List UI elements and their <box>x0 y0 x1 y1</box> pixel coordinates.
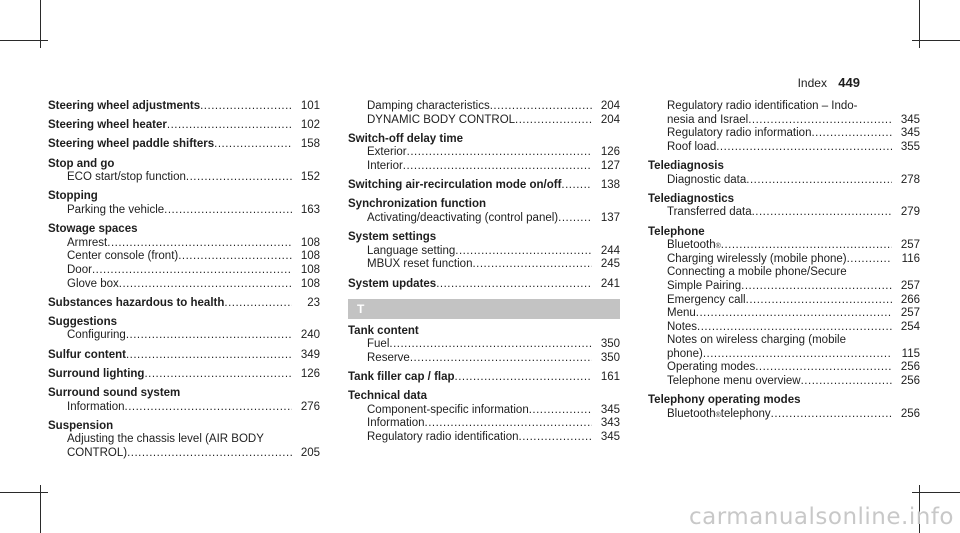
page-ref: 127 <box>600 159 620 172</box>
index-heading <box>48 138 320 152</box>
page-ref: 345 <box>600 403 620 416</box>
entry-text: Roof load <box>667 140 717 153</box>
dot-leader <box>200 100 292 114</box>
entry-text: Suspension <box>48 419 114 432</box>
page-ref: 137 <box>600 211 620 224</box>
index-subentry <box>348 352 620 366</box>
index-column-2 <box>348 100 620 445</box>
entry-text: Sulfur content <box>48 348 126 361</box>
dot-leader <box>410 352 592 366</box>
dot-leader <box>455 245 592 259</box>
dot-leader <box>403 160 592 174</box>
page-ref: 257 <box>900 307 920 320</box>
dot-leader <box>425 417 592 431</box>
dot-leader <box>455 371 592 385</box>
index-subentry <box>648 307 920 321</box>
entry-row <box>367 417 620 431</box>
entry-text: Notes <box>667 320 698 333</box>
dot-leader <box>224 297 292 311</box>
page-ref: 108 <box>300 277 320 290</box>
dot-leader <box>519 431 592 445</box>
entry-text: Telediagnostics <box>648 192 735 205</box>
entry-row <box>667 307 920 321</box>
dot-leader <box>748 114 892 128</box>
entry-text: Telephone <box>648 225 705 238</box>
entry-text: Regulatory radio information <box>667 127 812 140</box>
page-ref: 256 <box>900 375 920 388</box>
crop-mark <box>0 40 48 41</box>
page-ref: 108 <box>300 236 320 249</box>
entry-text: Stopping <box>48 190 98 203</box>
entry-row: Bluetooth ® ..... 257 <box>667 239 920 253</box>
entry-row <box>348 198 620 212</box>
dot-leader <box>144 368 292 382</box>
entry-text: Switch-off delay time <box>348 132 464 145</box>
page-ref: 126 <box>600 146 620 159</box>
entry-text: Fuel <box>367 338 390 351</box>
page-ref: 108 <box>300 250 320 263</box>
entry-row <box>48 349 320 363</box>
index-subentry <box>648 266 920 293</box>
page-ref: 350 <box>600 338 620 351</box>
entry-text-after: telephony <box>720 407 771 420</box>
dot-leader <box>167 119 292 133</box>
entry-text: Language setting <box>367 244 456 257</box>
entry-text: Information <box>67 400 125 413</box>
entry-text: Damping characteristics <box>367 100 490 112</box>
entry-text: Glove box <box>67 277 119 290</box>
entry-text: Synchronization function <box>348 198 486 211</box>
page-ref: 349 <box>300 348 320 361</box>
index-subentry <box>648 100 920 127</box>
page-ref: 163 <box>300 203 320 216</box>
page-ref: 350 <box>600 351 620 364</box>
entry-text-line: Notes on wireless charging (mobile <box>667 334 846 347</box>
entry-row <box>367 146 620 160</box>
page-ref: 101 <box>300 100 320 112</box>
entry-row <box>67 250 320 264</box>
entry-text: MBUX reset function <box>367 258 473 271</box>
page-ref: 161 <box>600 371 620 384</box>
entry-text: System settings <box>348 231 437 244</box>
page-ref: 102 <box>300 119 320 132</box>
entry-text: Technical data <box>348 390 428 403</box>
page-number: 449 <box>838 75 860 90</box>
page-ref: 23 <box>307 296 320 309</box>
entry-row <box>67 329 320 343</box>
entry-row <box>48 368 320 382</box>
index-heading <box>48 316 320 330</box>
dot-leader <box>696 307 892 321</box>
entry-row <box>67 401 320 415</box>
page-ref: 204 <box>600 100 620 112</box>
dot-leader <box>771 408 892 422</box>
index-heading <box>48 100 320 114</box>
index-subentry <box>348 245 620 259</box>
entry-row <box>348 390 620 404</box>
entry-text: Substances hazardous to health <box>48 296 225 309</box>
dot-leader <box>178 250 292 264</box>
entry-text: Reserve <box>367 351 410 364</box>
entry-row <box>667 280 920 294</box>
index-heading <box>648 193 920 207</box>
index-subentry <box>48 433 320 460</box>
entry-text: Telediagnosis <box>648 159 724 172</box>
entry-text: Bluetooth <box>667 239 716 252</box>
dot-leader <box>164 204 292 218</box>
index-subentry <box>648 294 920 308</box>
page-ref: 115 <box>901 347 920 360</box>
index-column-1 <box>48 100 320 461</box>
index-subentry <box>648 334 920 361</box>
entry-text: Regulatory radio identification <box>367 431 519 444</box>
dot-leader <box>561 179 592 193</box>
entry-row <box>48 387 320 401</box>
entry-row <box>667 114 920 128</box>
page-ref: 241 <box>600 277 620 290</box>
entry-text: Interior <box>367 159 403 172</box>
entry-text: Surround lighting <box>48 367 145 380</box>
entry-row <box>367 352 620 366</box>
dot-leader <box>407 146 592 160</box>
entry-row <box>367 245 620 259</box>
index-subentry <box>48 171 320 185</box>
dot-leader <box>716 141 892 155</box>
entry-row <box>367 114 620 128</box>
index-subentry <box>348 404 620 418</box>
entry-row <box>667 375 920 389</box>
entry-text: Suggestions <box>48 315 118 328</box>
entry-row <box>67 447 320 461</box>
entry-text-line: Connecting a mobile phone/Secure <box>667 266 847 279</box>
index-subentry <box>648 127 920 141</box>
page-ref: 345 <box>900 127 920 140</box>
entry-row <box>367 212 620 226</box>
entry-text: Surround sound system <box>48 387 181 400</box>
index-subentry <box>348 258 620 272</box>
entry-row <box>367 100 620 114</box>
page-ref: 108 <box>300 263 320 276</box>
index-subentry <box>348 146 620 160</box>
entry-row <box>48 420 320 434</box>
entry-text: Component-specific information <box>367 403 529 416</box>
page-ref: 245 <box>600 258 620 271</box>
entry-text: Bluetooth <box>667 407 716 420</box>
page-ref: 276 <box>300 400 320 413</box>
dot-leader <box>126 349 292 363</box>
entry-text: Emergency call <box>667 293 746 306</box>
dot-leader <box>558 212 592 226</box>
index-subentry <box>48 250 320 264</box>
entry-text: Menu <box>667 307 696 320</box>
index-subentry <box>348 431 620 445</box>
entry-row <box>348 179 620 193</box>
entry-text: ECO start/stop function <box>67 171 186 184</box>
index-heading <box>48 420 320 434</box>
entry-text: Tank filler cap / flap <box>348 371 455 384</box>
entry-text: Tank content <box>348 324 419 337</box>
entry-text: Telephone menu overview <box>667 375 801 388</box>
page-ref: 266 <box>900 293 920 306</box>
entry-text: Stowage spaces <box>48 223 138 236</box>
index-heading <box>348 325 620 339</box>
page-ref: 257 <box>900 279 920 292</box>
entry-row <box>667 141 920 155</box>
page-ref: 257 <box>900 239 920 252</box>
entry-text: Telephony operating modes <box>648 394 801 407</box>
entry-row <box>667 348 920 362</box>
page-ref: 138 <box>600 179 620 192</box>
page-ref: 345 <box>900 113 920 126</box>
entry-row <box>48 158 320 172</box>
index-heading <box>48 297 320 311</box>
entry-text: Charging wirelessly (mobile phone) <box>667 252 847 265</box>
entry-text-line: Regulatory radio identification – Indo- <box>667 100 858 112</box>
index-heading <box>48 349 320 363</box>
entry-text: Steering wheel heater <box>48 119 167 132</box>
index-subentry <box>348 338 620 352</box>
index-subentry <box>348 160 620 174</box>
entry-row <box>667 321 920 335</box>
entry-row <box>67 237 320 251</box>
dot-leader <box>119 278 292 292</box>
dot-leader <box>746 294 892 308</box>
entry-text: CONTROL) <box>67 447 128 459</box>
entry-row <box>48 297 320 311</box>
dot-leader <box>801 375 892 389</box>
entry-text: Armrest <box>67 236 108 249</box>
entry-row <box>48 138 320 152</box>
entry-text: Steering wheel adjustments <box>48 100 201 112</box>
entry-text: Diagnostic data <box>667 173 747 186</box>
entry-row: Bluetooth ® telephony ..... 256 <box>667 408 920 422</box>
page-ref: 254 <box>900 320 920 333</box>
index-subentry <box>648 141 920 155</box>
page-ref: 355 <box>900 140 920 153</box>
index-subentry <box>648 321 920 335</box>
index-subentry <box>348 212 620 226</box>
dot-leader <box>752 206 892 220</box>
page-ref: 205 <box>300 447 320 459</box>
index-subentry <box>348 100 620 114</box>
entry-text: Simple Pairing <box>667 279 742 292</box>
entry-row <box>367 404 620 418</box>
index-column-3 <box>648 100 920 421</box>
page-ref: 256 <box>900 361 920 374</box>
entry-row <box>367 160 620 174</box>
entry-row <box>648 160 920 174</box>
dot-leader <box>214 138 292 152</box>
entry-row <box>48 100 320 114</box>
page-ref: 152 <box>300 171 320 184</box>
page-ref: 204 <box>600 113 620 126</box>
index-heading <box>348 179 620 193</box>
entry-text: Exterior <box>367 146 407 159</box>
index-heading <box>648 394 920 408</box>
index-heading <box>348 371 620 385</box>
dot-leader <box>703 348 892 362</box>
dot-leader <box>126 329 292 343</box>
entry-text: Configuring <box>67 329 126 342</box>
page-ref: 116 <box>901 252 920 265</box>
dot-leader <box>697 321 892 335</box>
dot-leader <box>811 127 892 141</box>
page-ref: 158 <box>300 138 320 151</box>
index-subentry <box>48 237 320 251</box>
index-subentry <box>348 114 620 128</box>
dot-leader <box>125 401 292 415</box>
index-subentry <box>648 239 920 253</box>
page-ref: 126 <box>300 367 320 380</box>
watermark: carmanualsonline.info <box>688 504 954 530</box>
index-heading <box>648 226 920 240</box>
entry-row <box>48 316 320 330</box>
page-ref: 244 <box>600 244 620 257</box>
dot-leader <box>389 338 592 352</box>
index-subentry <box>648 361 920 375</box>
index-heading <box>48 387 320 401</box>
page-header <box>798 75 860 90</box>
entry-text: Switching air-recirculation mode on/off <box>348 179 562 192</box>
dot-leader <box>847 253 892 267</box>
entry-row <box>667 206 920 220</box>
entry-row <box>348 133 620 147</box>
entry-row <box>667 174 920 188</box>
entry-text: DYNAMIC BODY CONTROL <box>367 113 516 126</box>
dot-leader <box>436 278 592 292</box>
index-subentry <box>348 417 620 431</box>
entry-row <box>348 231 620 245</box>
page-ref: 345 <box>600 431 620 444</box>
page-ref: 343 <box>600 417 620 430</box>
index-heading <box>48 158 320 172</box>
entry-row <box>67 171 320 185</box>
entry-text: Activating/deactivating (control panel) <box>367 211 559 224</box>
index-heading <box>348 231 620 245</box>
crop-mark <box>912 40 960 41</box>
dot-leader <box>490 100 592 114</box>
index-subentry <box>648 174 920 188</box>
entry-row <box>67 278 320 292</box>
page-ref: 279 <box>900 206 920 219</box>
index-heading <box>648 160 920 174</box>
entry-row <box>667 361 920 375</box>
entry-row <box>348 325 620 339</box>
entry-text: Transferred data <box>667 206 752 219</box>
entry-row <box>648 394 920 408</box>
index-subentry <box>648 408 920 422</box>
entry-row <box>48 223 320 237</box>
entry-row <box>367 258 620 272</box>
section-label: Index <box>797 76 827 90</box>
index-subentry <box>648 253 920 267</box>
dot-leader <box>515 114 592 128</box>
index-subentry <box>48 204 320 218</box>
dot-leader <box>127 447 292 461</box>
page-ref: 278 <box>900 173 920 186</box>
entry-text-line: Adjusting the chassis level (AIR BODY <box>67 433 264 446</box>
index-heading <box>48 190 320 204</box>
dot-leader <box>741 280 892 294</box>
index-heading <box>348 133 620 147</box>
index-subentry <box>48 329 320 343</box>
dot-leader <box>472 258 592 272</box>
entry-text: Steering wheel paddle shifters <box>48 138 215 151</box>
entry-row <box>48 119 320 133</box>
dot-leader <box>107 237 292 251</box>
index-subentry <box>648 206 920 220</box>
entry-text: Operating modes <box>667 361 756 374</box>
entry-row <box>48 190 320 204</box>
entry-row <box>667 127 920 141</box>
page-ref: 240 <box>300 329 320 342</box>
entry-text: System updates <box>348 277 437 290</box>
index-heading <box>348 390 620 404</box>
crop-mark <box>0 492 48 493</box>
entry-row <box>348 371 620 385</box>
index-subentry <box>48 278 320 292</box>
entry-row <box>348 278 620 292</box>
dot-leader <box>755 361 892 375</box>
dot-leader <box>529 404 592 418</box>
dot-leader <box>92 264 292 278</box>
entry-text: Center console (front) <box>67 250 179 263</box>
entry-row <box>648 226 920 240</box>
dot-leader <box>186 171 292 185</box>
entry-text: nesia and Israel <box>667 113 749 126</box>
entry-row <box>667 294 920 308</box>
index-heading <box>348 198 620 212</box>
index-heading <box>48 119 320 133</box>
entry-text: phone) <box>667 347 703 360</box>
index-heading <box>348 278 620 292</box>
letter-heading: T <box>348 299 620 319</box>
entry-text: Parking the vehicle <box>67 203 165 216</box>
index-heading <box>48 223 320 237</box>
entry-text: Door <box>67 263 92 276</box>
index-heading <box>48 368 320 382</box>
entry-row <box>667 253 920 267</box>
entry-row <box>367 338 620 352</box>
index-subentry <box>48 264 320 278</box>
entry-row <box>67 264 320 278</box>
dot-leader <box>746 174 892 188</box>
entry-text: Stop and go <box>48 157 115 170</box>
entry-row <box>67 204 320 218</box>
index-subentry <box>648 375 920 389</box>
entry-row <box>648 193 920 207</box>
page-ref: 256 <box>900 407 920 420</box>
dot-leader <box>721 239 892 253</box>
entry-text: Information <box>367 417 425 430</box>
index-subentry <box>48 401 320 415</box>
entry-row <box>367 431 620 445</box>
crop-mark <box>912 492 960 493</box>
